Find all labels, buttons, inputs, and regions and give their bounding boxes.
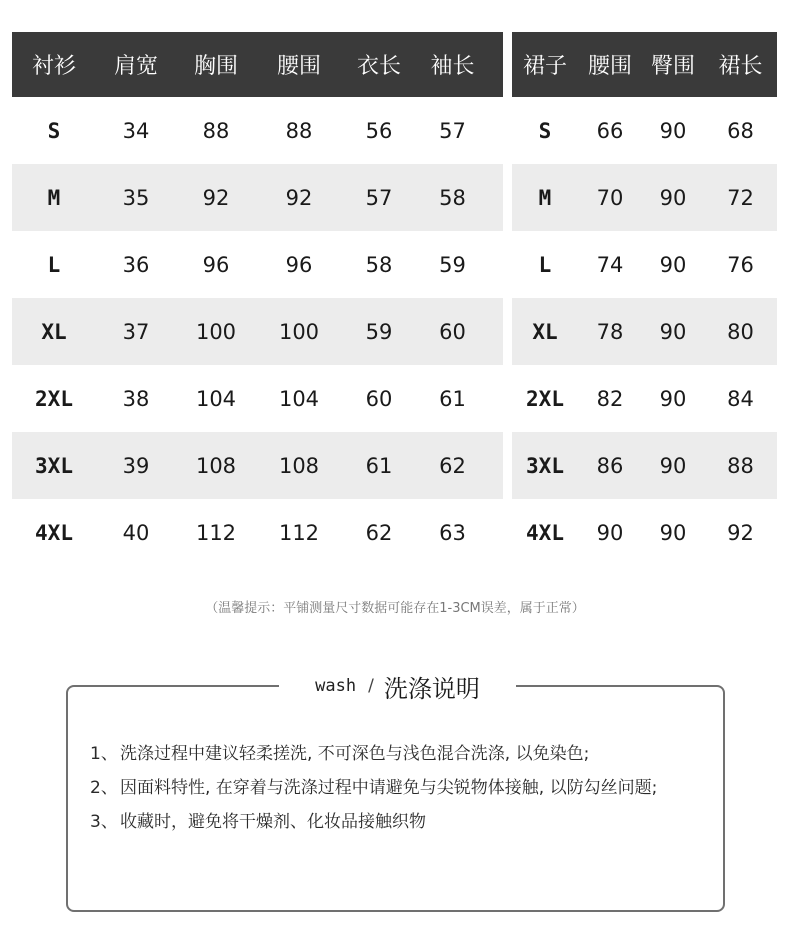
shirt-header-cell: 胸围 xyxy=(193,54,238,79)
table-cell: 90 xyxy=(659,252,687,277)
wash-title-cn: 洗涤说明 xyxy=(383,674,480,703)
table-cell: 34 xyxy=(122,118,150,143)
table-cell: 82 xyxy=(596,386,624,411)
size-label: M xyxy=(47,185,61,210)
table-cell: 61 xyxy=(365,453,393,478)
table-cell: 56 xyxy=(365,118,393,143)
size-label: 2XL xyxy=(35,386,73,411)
table-cell: 100 xyxy=(195,319,237,344)
measurement-tip: （温馨提示：平铺测量尺寸数据可能存在1-3CM误差，属于正常） xyxy=(205,601,585,616)
size-label: XL xyxy=(532,319,558,344)
skirt-header-row xyxy=(512,32,777,97)
table-cell: 96 xyxy=(202,252,230,277)
wash-title xyxy=(279,668,516,704)
skirt-header-cell: 裙长 xyxy=(718,54,763,79)
table-cell: 80 xyxy=(727,319,754,344)
table-cell: 90 xyxy=(659,185,687,210)
list-item-number: 1、 xyxy=(90,744,118,764)
table-cell: 96 xyxy=(285,252,313,277)
table-cell: 40 xyxy=(122,520,150,545)
table-row xyxy=(12,499,503,566)
size-label: 3XL xyxy=(35,453,73,478)
table-row xyxy=(12,365,503,432)
table-cell: 63 xyxy=(439,520,466,545)
shirt-header-cell: 袖长 xyxy=(430,54,475,79)
list-item-text: 收藏时，避免将干燥剂、化妆品接触织物 xyxy=(120,812,426,832)
wash-title-slash: / xyxy=(368,676,374,696)
table-cell: 68 xyxy=(727,118,754,143)
table-cell: 90 xyxy=(659,453,687,478)
table-cell: 90 xyxy=(659,319,687,344)
table-cell: 36 xyxy=(122,252,150,277)
table-row xyxy=(512,164,777,231)
size-label: XL xyxy=(41,319,67,344)
skirt-header-cell: 臀围 xyxy=(650,54,695,79)
table-row xyxy=(12,164,503,231)
table-cell: 38 xyxy=(122,386,150,411)
table-cell: 58 xyxy=(365,252,393,277)
size-label: 2XL xyxy=(526,386,564,411)
table-row xyxy=(512,298,777,365)
skirt-header-cell: 腰围 xyxy=(587,54,632,79)
table-cell: 58 xyxy=(439,185,466,210)
list-item-number: 2、 xyxy=(90,778,118,798)
table-cell: 60 xyxy=(365,386,393,411)
size-label: S xyxy=(538,118,552,143)
size-label: M xyxy=(538,185,552,210)
table-cell: 62 xyxy=(439,453,466,478)
shirt-header-cell: 衣长 xyxy=(356,54,401,79)
table-cell: 92 xyxy=(727,520,754,545)
table-cell: 112 xyxy=(195,520,237,545)
list-item-number: 3、 xyxy=(90,812,118,832)
table-cell: 39 xyxy=(122,453,150,478)
size-label: 4XL xyxy=(35,520,73,545)
table-cell: 90 xyxy=(596,520,624,545)
table-cell: 92 xyxy=(202,185,230,210)
shirt-header-row xyxy=(12,32,503,97)
list-item-text: 洗涤过程中建议轻柔搓洗, 不可深色与浅色混合洗涤, 以免染色; xyxy=(120,744,590,764)
skirt-header-cell: 裙子 xyxy=(522,54,567,79)
table-row xyxy=(12,231,503,298)
table-cell: 76 xyxy=(727,252,754,277)
table-cell: 70 xyxy=(596,185,624,210)
table-cell: 60 xyxy=(439,319,466,344)
table-cell: 61 xyxy=(439,386,466,411)
table-cell: 86 xyxy=(596,453,624,478)
table-row xyxy=(12,97,503,164)
table-cell: 108 xyxy=(195,453,237,478)
table-cell: 100 xyxy=(278,319,320,344)
list-item-text: 因面料特性, 在穿着与洗涤过程中请避免与尖锐物体接触, 以防勾丝问题; xyxy=(120,778,658,798)
table-row xyxy=(512,231,777,298)
table-cell: 104 xyxy=(195,386,237,411)
table-cell: 62 xyxy=(365,520,393,545)
table-cell: 88 xyxy=(202,118,230,143)
table-cell: 108 xyxy=(278,453,320,478)
table-cell: 35 xyxy=(122,185,150,210)
table-row xyxy=(512,432,777,499)
list-item xyxy=(90,737,710,771)
table-cell: 78 xyxy=(596,319,624,344)
wash-title-en: wash xyxy=(315,676,357,696)
table-row xyxy=(12,432,503,499)
table-cell: 59 xyxy=(439,252,466,277)
table-row xyxy=(512,365,777,432)
table-cell: 88 xyxy=(285,118,313,143)
table-cell: 90 xyxy=(659,118,687,143)
table-cell: 74 xyxy=(596,252,624,277)
table-cell: 104 xyxy=(278,386,320,411)
list-item xyxy=(90,771,710,805)
table-cell: 88 xyxy=(727,453,754,478)
table-row xyxy=(512,499,777,566)
size-label: 4XL xyxy=(526,520,564,545)
shirt-header-cell: 肩宽 xyxy=(113,54,158,79)
table-cell: 37 xyxy=(122,319,150,344)
table-cell: 90 xyxy=(659,386,687,411)
table-cell: 90 xyxy=(659,520,687,545)
size-label: L xyxy=(47,252,61,277)
wash-instruction-list xyxy=(90,737,710,839)
skirt-size-table xyxy=(512,32,777,566)
table-cell: 57 xyxy=(365,185,393,210)
shirt-size-table xyxy=(12,32,503,566)
shirt-header-cell: 衬衫 xyxy=(31,54,76,79)
table-cell: 84 xyxy=(727,386,754,411)
list-item xyxy=(90,805,710,839)
table-row xyxy=(512,97,777,164)
size-label: S xyxy=(47,118,61,143)
table-cell: 112 xyxy=(278,520,320,545)
size-label: 3XL xyxy=(526,453,564,478)
table-cell: 66 xyxy=(596,118,624,143)
size-label: L xyxy=(538,252,552,277)
table-cell: 72 xyxy=(727,185,754,210)
table-cell: 57 xyxy=(439,118,466,143)
shirt-header-cell: 腰围 xyxy=(276,54,321,79)
wash-instructions-box xyxy=(66,674,725,912)
table-cell: 59 xyxy=(365,319,393,344)
table-cell: 92 xyxy=(285,185,313,210)
table-row xyxy=(12,298,503,365)
